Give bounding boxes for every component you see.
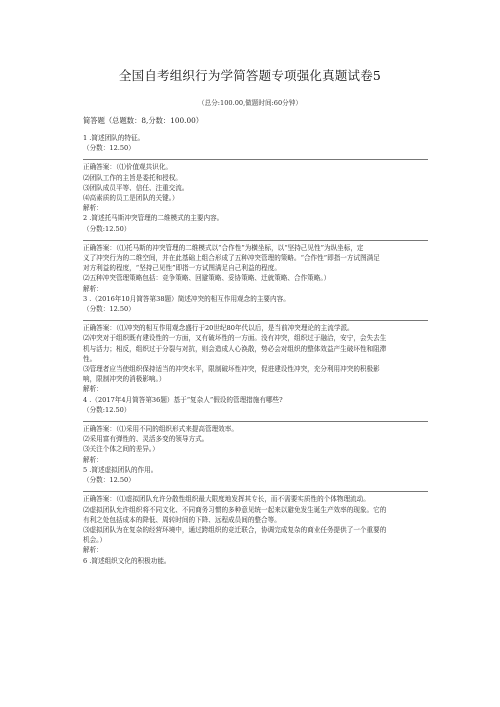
question-3 <box>83 294 428 395</box>
answer-line: 正确答案：（⑴价值观共识化。 <box>83 163 173 172</box>
answer-line: ⑵冲突对于组织既有建设性的一方面，又有破坏性的一方面。没有冲突，组织过于融洽，安宁，会失去生 <box>83 334 387 343</box>
answer-line: ⑵采用富有弹性的、灵活多变的领导方式。 <box>83 435 209 444</box>
answer-line: ⑶团队成员平等、信任、注重交流。 <box>83 183 189 192</box>
answer-line: 正确答案：（⑴托马斯的冲突管理的二维模式以“合作性”为横坐标，以“坚持己见性”为纵坐标，定 <box>83 243 364 252</box>
answer-line: ⑶管理者应当使组织保持适当的冲突水平，限制破坏性冲突，促进建设性冲突，充分利用冲突的积极影 <box>83 365 380 374</box>
question-text: 2 .简述托马斯冲突管理的二维模式的主要内容。 <box>83 214 224 223</box>
question-score: （分数：12.50） <box>83 476 135 485</box>
answer-line: 正确答案：（⑴虚拟团队允许分散性组织最大限度地发挥其专长，而不需要实质性的个体物理流动。 <box>83 495 370 504</box>
question-text: 4 .（2017年4月简答第36题）基于“复杂人”假设的管理措施有哪些? <box>83 395 283 404</box>
answer-block <box>83 240 428 294</box>
answer-line: ⑵团队工作的主旨是委托和授权。 <box>83 173 182 182</box>
answer-line: 义了冲突行为的二维空间，并在此基础上组合形成了五种冲突管理的策略。“合作性”即指一方试图满足 <box>83 254 380 263</box>
page-title: 全国自考组织行为学简答题专项强化真题试卷5 <box>118 68 382 83</box>
question-score: （分数:12.50） <box>83 224 131 233</box>
answer-line: 机会。） <box>83 536 107 545</box>
answer-line: ⑶虚拟团队为在复杂的经营环境中，通过跨组织的竞迁联合，协调完成复杂的商业任务提供了一个重要的 <box>83 525 387 534</box>
exam-meta: （总分:100.00,做题时间:60分钟） <box>198 99 302 107</box>
answer-block <box>83 491 428 555</box>
question-4 <box>83 395 428 465</box>
analysis-label: 解析： <box>83 284 103 293</box>
question-text: 1 .简述团队的特征。 <box>83 134 145 142</box>
answer-line: 正确答案：（⑴冲突的相互作用观念盛行于20世纪80年代以后，是当前冲突理论的主流学派。 <box>83 324 354 333</box>
answer-line: ⑷高素质的员工是团队的关键。） <box>83 194 179 203</box>
question-text: 5 .简述虚拟团队的作用。 <box>83 465 158 474</box>
section-heading: 简答题（总题数：8,分数：100.00） <box>83 116 204 125</box>
answer-line: 正确答案：（⑴采用不同的组织形式来提高管理效率。 <box>83 425 238 434</box>
question-text: 3 .（2016年10月简答第38题）简述冲突的相互作用观念的主要内容。 <box>83 294 290 303</box>
answer-line: 性。 <box>83 354 97 363</box>
answer-line: ⑶关注个体之间的差异。） <box>83 445 159 454</box>
answer-line: ⑵虚拟团队允许组织将不同文化、不同商务习惯的多种意见统一起来以避免发生诞生产效率的现象。它的 <box>83 505 387 514</box>
answer-line: 有利之处包括成本的降低、周转时间的下降、远程成员间的整合等。 <box>83 515 281 524</box>
question-2 <box>83 213 428 293</box>
analysis-label: 解析： <box>83 455 103 464</box>
answer-line: 机与活力；相反，组织过于分裂与对抗，则会造成人心涣散，势必会对组织的整体效益产生破坏性和阻滞 <box>83 344 387 353</box>
analysis-label: 解析： <box>83 546 103 555</box>
answer-block <box>83 159 428 213</box>
question-score: （分数：12.50） <box>83 144 135 153</box>
answer-block <box>83 421 428 465</box>
question-6 <box>83 556 428 566</box>
question-score: （分数:12.50） <box>83 405 131 414</box>
question-score: （分数：12.50） <box>83 305 135 314</box>
analysis-label: 解析： <box>83 385 103 394</box>
answer-line: 对方利益的程度，“坚持己见性”即指一方试图满足自己利益的程度。 <box>83 264 281 273</box>
questions-body <box>83 133 428 566</box>
question-1 <box>83 133 428 213</box>
question-5 <box>83 465 428 556</box>
answer-block <box>83 320 428 394</box>
question-text: 6 .简述组织文化的积极功能。 <box>83 556 171 565</box>
answer-line: ⑵五种冲突管理策略包括：竞争策略、回避策略、妥协策略、迁就策略、合作策略。） <box>83 274 331 283</box>
answer-line: 响，限制冲突的消极影响。） <box>83 375 166 384</box>
analysis-label: 解析： <box>83 204 103 213</box>
